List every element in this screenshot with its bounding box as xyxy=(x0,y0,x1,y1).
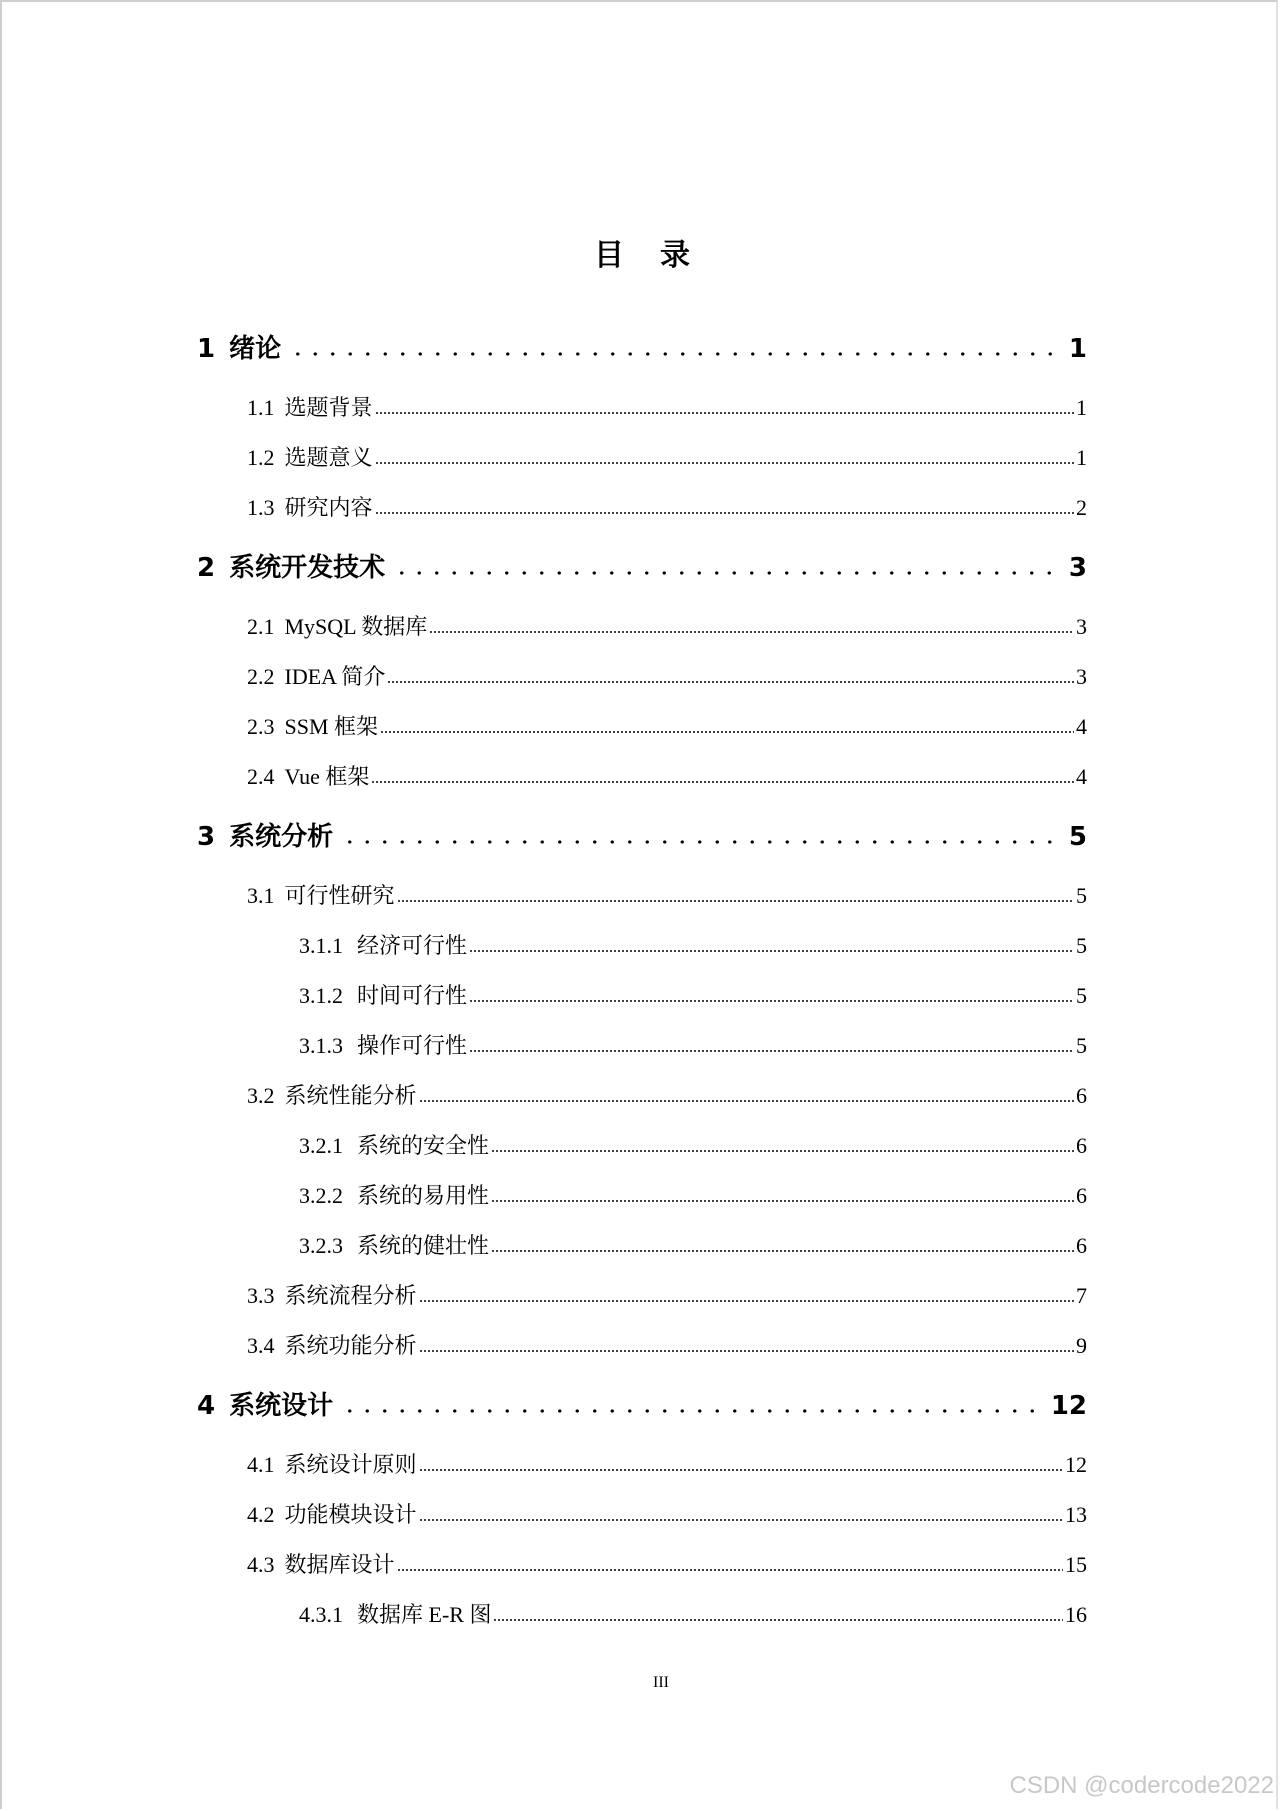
toc-entry-title: 系统开发技术 xyxy=(229,553,386,583)
toc-entry-title: Vue 框架 xyxy=(284,764,370,789)
toc-entry-title: 操作可行性 xyxy=(357,1033,468,1058)
toc-entry-number: 3.2.2 xyxy=(299,1183,343,1208)
toc-entry-3-1-1[interactable] xyxy=(197,921,1087,971)
toc-entry-title: 功能模块设计 xyxy=(284,1502,417,1527)
toc-entry-number: 4 xyxy=(197,1391,216,1421)
toc-entry-4[interactable] xyxy=(197,1381,1087,1431)
toc-entry-title: 系统流程分析 xyxy=(284,1283,417,1308)
toc-entry-2[interactable] xyxy=(197,543,1087,593)
toc-entry-number: 3.3 xyxy=(247,1283,275,1308)
toc-entry-title: 经济可行性 xyxy=(357,933,468,958)
dot-leader xyxy=(397,1566,1063,1572)
toc-entry-page: 6 xyxy=(1076,1133,1087,1158)
dot-leader xyxy=(341,839,1057,845)
toc-entry-page: 15 xyxy=(1065,1552,1087,1577)
dot-leader xyxy=(491,1147,1074,1153)
dot-leader xyxy=(393,570,1057,576)
toc-entry-number: 1.3 xyxy=(247,495,275,520)
toc-entry-number: 3.1 xyxy=(247,883,275,908)
dot-leader xyxy=(419,1516,1063,1522)
toc-entry-number: 3.1.1 xyxy=(299,933,343,958)
toc-entry-4-1[interactable] xyxy=(197,1440,1087,1490)
toc-entry-title: 系统的易用性 xyxy=(357,1183,490,1208)
toc-entry-3-2-3[interactable] xyxy=(197,1221,1087,1271)
dot-leader xyxy=(469,1047,1074,1053)
dot-leader xyxy=(419,1466,1063,1472)
toc-entry-number: 1.1 xyxy=(247,395,275,420)
toc-entry-title: 选题意义 xyxy=(284,445,373,470)
dot-leader xyxy=(397,897,1074,903)
dot-leader xyxy=(419,1347,1074,1353)
dot-leader xyxy=(341,1408,1039,1414)
toc-entry-page: 4 xyxy=(1076,764,1087,789)
toc-entry-title: 系统设计 xyxy=(229,1391,334,1421)
toc-entry-title: 系统的安全性 xyxy=(357,1133,490,1158)
toc-entry-title: MySQL 数据库 xyxy=(284,614,428,639)
toc-entry-3-2-2[interactable] xyxy=(197,1171,1087,1221)
toc-entry-number: 3.2.3 xyxy=(299,1233,343,1258)
toc-entry-1-1[interactable] xyxy=(197,383,1087,433)
toc-entry-number: 3.4 xyxy=(247,1333,275,1358)
toc-entry-4-2[interactable] xyxy=(197,1490,1087,1540)
toc-entry-1-3[interactable] xyxy=(197,483,1087,533)
toc-entry-page: 3 xyxy=(1076,664,1087,689)
toc-entry-page: 9 xyxy=(1076,1333,1087,1358)
toc-entry-page: 5 xyxy=(1068,822,1087,852)
table-of-contents xyxy=(197,324,1087,1640)
toc-entry-page: 13 xyxy=(1065,1502,1087,1527)
toc-entry-title: 绪论 xyxy=(229,334,282,364)
toc-entry-page: 12 xyxy=(1050,1391,1087,1421)
toc-entry-number: 4.2 xyxy=(247,1502,275,1527)
toc-entry-number: 2.2 xyxy=(247,664,275,689)
dot-leader xyxy=(469,997,1074,1003)
toc-entry-title: 系统功能分析 xyxy=(284,1333,417,1358)
dot-leader xyxy=(491,1197,1074,1203)
toc-entry-page: 7 xyxy=(1076,1283,1087,1308)
watermark: CSDN @codercode2022 xyxy=(1009,1772,1274,1799)
toc-entry-number: 3.2 xyxy=(247,1083,275,1108)
toc-entry-number: 1 xyxy=(197,334,216,364)
dot-leader xyxy=(429,628,1074,634)
toc-entry-number: 2.1 xyxy=(247,614,275,639)
toc-entry-page: 3 xyxy=(1076,614,1087,639)
toc-entry-page: 6 xyxy=(1076,1083,1087,1108)
dot-leader xyxy=(387,678,1074,684)
toc-entry-number: 4.3.1 xyxy=(299,1602,343,1627)
dot-leader xyxy=(493,1616,1063,1622)
dot-leader xyxy=(419,1097,1074,1103)
toc-entry-3[interactable] xyxy=(197,812,1087,862)
dot-leader xyxy=(375,409,1074,415)
toc-entry-title: 数据库设计 xyxy=(284,1552,395,1577)
toc-entry-title: 可行性研究 xyxy=(284,883,395,908)
toc-entry-2-4[interactable] xyxy=(197,752,1087,802)
dot-leader xyxy=(289,351,1057,357)
toc-entry-2-2[interactable] xyxy=(197,652,1087,702)
toc-entry-number: 2.3 xyxy=(247,714,275,739)
toc-entry-number: 2 xyxy=(197,553,216,583)
toc-entry-title: SSM 框架 xyxy=(284,714,379,739)
toc-entry-page: 2 xyxy=(1076,495,1087,520)
toc-entry-4-3[interactable] xyxy=(197,1540,1087,1590)
toc-entry-3-4[interactable] xyxy=(197,1321,1087,1371)
toc-entry-page: 1 xyxy=(1076,395,1087,420)
toc-entry-3-3[interactable] xyxy=(197,1271,1087,1321)
dot-leader xyxy=(371,778,1074,784)
toc-entry-1-2[interactable] xyxy=(197,433,1087,483)
page-number: III xyxy=(653,1674,669,1691)
toc-entry-page: 1 xyxy=(1068,334,1087,364)
toc-entry-page: 6 xyxy=(1076,1183,1087,1208)
toc-entry-3-1-3[interactable] xyxy=(197,1021,1087,1071)
dot-leader xyxy=(380,728,1074,734)
toc-entry-number: 4.1 xyxy=(247,1452,275,1477)
dot-leader xyxy=(375,459,1074,465)
toc-entry-title: 选题背景 xyxy=(284,395,373,420)
toc-entry-number: 3.2.1 xyxy=(299,1133,343,1158)
toc-entry-number: 2.4 xyxy=(247,764,275,789)
toc-entry-page: 3 xyxy=(1068,553,1087,583)
toc-entry-page: 5 xyxy=(1076,1033,1087,1058)
toc-entry-title: 系统性能分析 xyxy=(284,1083,417,1108)
dot-leader xyxy=(491,1247,1074,1253)
toc-entry-page: 6 xyxy=(1076,1233,1087,1258)
toc-entry-title: IDEA 简介 xyxy=(284,664,386,689)
toc-entry-page: 5 xyxy=(1076,883,1087,908)
toc-entry-2-3[interactable] xyxy=(197,702,1087,752)
toc-entry-4-3-1[interactable] xyxy=(197,1590,1087,1640)
toc-entry-number: 3.1.2 xyxy=(299,983,343,1008)
dot-leader xyxy=(419,1297,1074,1303)
toc-entry-3-1-2[interactable] xyxy=(197,971,1087,1021)
toc-entry-2-1[interactable] xyxy=(197,602,1087,652)
dot-leader xyxy=(469,947,1074,953)
toc-entry-title: 数据库 E-R 图 xyxy=(357,1602,492,1627)
toc-entry-title: 研究内容 xyxy=(284,495,373,520)
toc-entry-title: 系统分析 xyxy=(229,822,334,852)
toc-entry-page: 4 xyxy=(1076,714,1087,739)
toc-entry-number: 3 xyxy=(197,822,216,852)
toc-entry-3-2[interactable] xyxy=(197,1071,1087,1121)
toc-entry-1[interactable] xyxy=(197,324,1087,374)
toc-entry-title: 系统的健壮性 xyxy=(357,1233,490,1258)
toc-entry-title: 时间可行性 xyxy=(357,983,468,1008)
toc-entry-title: 系统设计原则 xyxy=(284,1452,417,1477)
toc-title: 目录 xyxy=(594,238,726,273)
dot-leader xyxy=(375,509,1074,515)
toc-entry-3-1[interactable] xyxy=(197,871,1087,921)
toc-entry-page: 5 xyxy=(1076,983,1087,1008)
toc-entry-page: 1 xyxy=(1076,445,1087,470)
toc-entry-number: 3.1.3 xyxy=(299,1033,343,1058)
toc-entry-page: 12 xyxy=(1065,1452,1087,1477)
toc-entry-3-2-1[interactable] xyxy=(197,1121,1087,1171)
toc-entry-page: 5 xyxy=(1076,933,1087,958)
toc-entry-page: 16 xyxy=(1065,1602,1087,1627)
toc-entry-number: 1.2 xyxy=(247,445,275,470)
toc-entry-number: 4.3 xyxy=(247,1552,275,1577)
